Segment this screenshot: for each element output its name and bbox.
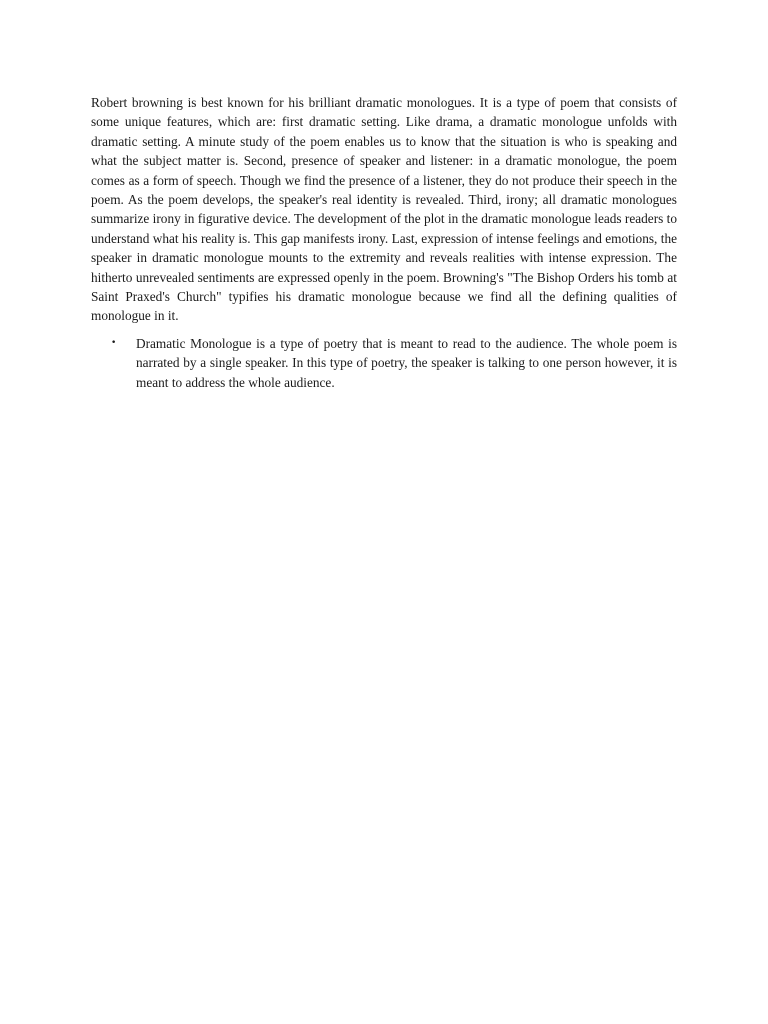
bullet-list [91, 334, 677, 392]
bullet-icon: • [111, 337, 117, 348]
list-item [91, 334, 677, 392]
document-body [91, 93, 677, 392]
body-paragraph: Robert browning is best known for his brilliant dramatic monologues. It is a type of poem that consists of some unique features, which are: first dramatic setting. Like drama, a dramatic monologue unfolds with dramatic setting. A minute study of the poem enables us to know that the situation is who is speaking and what the subject matter is. Second, presence of speaker and listener: in a dramatic monologue, the poem comes as a form of speech. Though we find the presence of a listener, they do not produce their speech in the poem. As the poem develops, the speaker's real identity is revealed. Third, irony; all dramatic monologues summarize irony in figurative device. The development of the plot in the dramatic monologue leads readers to understand what his reality is. This gap manifests irony. Last, expression of intense feelings and emotions, the speaker in dramatic monologue mounts to the extremity and reveals realities with intense expression. The hitherto unrevealed sentiments are expressed openly in the poem. Browning's "The Bishop Orders his tomb at Saint Praxed's Church" typifies his dramatic monologue because we find all the defining qualities of monologue in it. [91, 95, 677, 324]
list-item-text: Dramatic Monologue is a type of poetry that is meant to read to the audience. The whole poem is narrated by a single speaker. In this type of poetry, the speaker is talking to one person however, it is meant to address the whole audience. [136, 335, 677, 390]
